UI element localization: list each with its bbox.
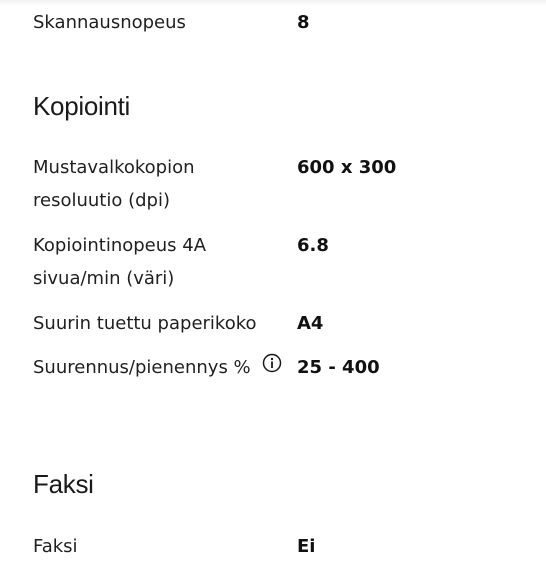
spec-label: Skannausnopeus	[33, 12, 186, 33]
spec-row-scan-speed	[33, 6, 533, 39]
spec-label: Suurin tuettu paperikoko	[33, 313, 257, 334]
spec-label-container	[33, 351, 285, 384]
spec-value: Ei	[297, 536, 316, 557]
spec-label: Suurennus/pienennys %	[33, 357, 251, 378]
spec-label: Kopiointinopeus 4A sivua/min (väri)	[33, 235, 207, 289]
info-icon[interactable]	[262, 351, 282, 384]
spec-row-bw-copy-resolution	[33, 151, 533, 217]
spec-value: 8	[297, 12, 310, 33]
section-title-copying: Kopiointi	[33, 91, 131, 121]
spec-value: 6.8	[297, 235, 329, 256]
spec-value: 25 - 400	[297, 357, 380, 378]
section-title-fax: Faksi	[33, 469, 94, 499]
spec-label: Faksi	[33, 536, 78, 557]
spec-row-copy-speed	[33, 229, 533, 295]
spec-row-max-paper-size	[33, 307, 533, 340]
spec-value: A4	[297, 313, 324, 334]
spec-value: 600 x 300	[297, 157, 397, 178]
spec-row-fax	[33, 530, 533, 563]
spec-label: Mustavalkokopion resoluutio (dpi)	[33, 157, 195, 211]
spec-row-zoom	[33, 351, 533, 384]
